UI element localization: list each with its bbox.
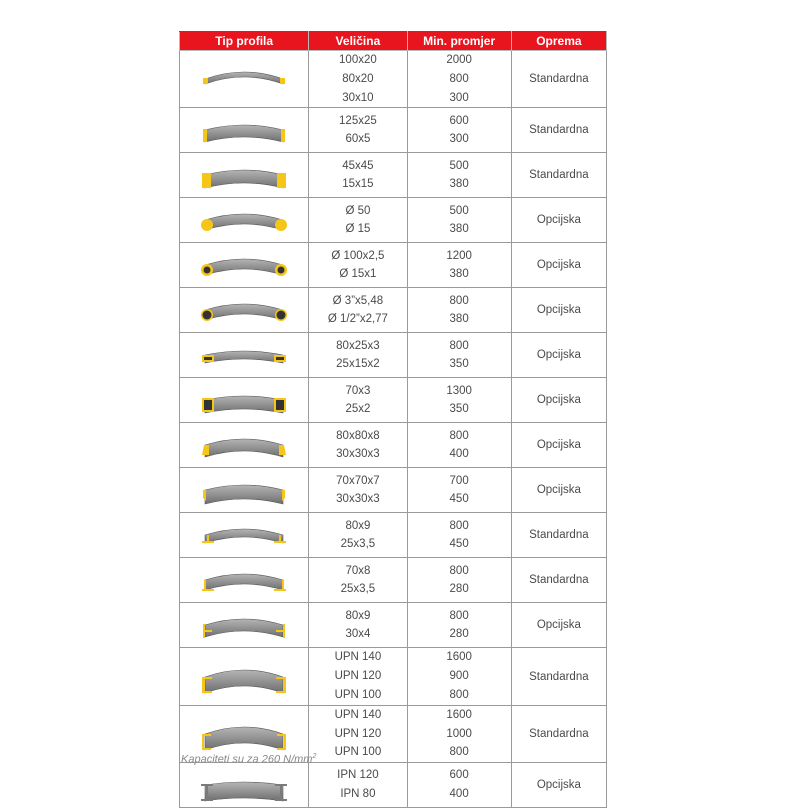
footnote-text: Kapaciteti su za 260 N/mm xyxy=(181,753,313,766)
equipment-cell: Standardna xyxy=(511,108,606,153)
size-value: 25x2 xyxy=(345,403,371,416)
size-value: 70x70x7 xyxy=(336,474,380,487)
equipment-cell: Opcijska xyxy=(511,378,606,423)
round-tube-icon xyxy=(199,243,289,287)
size-cell xyxy=(309,513,407,558)
size-value: 80x9 xyxy=(345,609,371,622)
flat-bar-wide-icon xyxy=(199,57,289,101)
equipment-cell: Opcijska xyxy=(511,423,606,468)
equipment-cell: Standardna xyxy=(511,153,606,198)
equipment-cell: Opcijska xyxy=(511,243,606,288)
min-diameter-value: 280 xyxy=(449,628,469,641)
min-diameter-value: 600 xyxy=(449,769,469,782)
profile-cell xyxy=(180,558,309,603)
bending-capacity-table xyxy=(179,31,607,808)
table-row xyxy=(180,378,607,423)
footnote-superscript: 2 xyxy=(312,753,317,760)
tee-in-icon xyxy=(199,558,289,602)
equipment-cell: Standardna xyxy=(511,705,606,762)
header-size: Veličina xyxy=(309,32,407,51)
equipment-cell: Opcijska xyxy=(511,763,606,808)
channel-in-icon xyxy=(199,712,289,756)
min-diameter-value: 1600 xyxy=(446,708,472,721)
size-value: 70x3 xyxy=(345,384,371,397)
size-value: 70x8 xyxy=(345,564,371,577)
table-row xyxy=(180,468,607,513)
table-row xyxy=(180,333,607,378)
table-row xyxy=(180,153,607,198)
profile-cell xyxy=(180,423,309,468)
profile-cell xyxy=(180,513,309,558)
capacity-footnote xyxy=(181,753,316,766)
size-value: 30x30x3 xyxy=(336,448,380,461)
flat-bar-icon xyxy=(199,108,289,152)
size-value: Ø 15 xyxy=(345,223,371,236)
channel-out-icon xyxy=(199,655,289,699)
min-diameter-value: 800 xyxy=(449,564,469,577)
size-cell xyxy=(309,423,407,468)
header-profile-type: Tip profila xyxy=(180,32,309,51)
min-diameter-value: 450 xyxy=(449,538,469,551)
round-bar-icon xyxy=(199,198,289,242)
min-diameter-value: 380 xyxy=(449,223,469,236)
table-row xyxy=(180,108,607,153)
size-value: 30x4 xyxy=(345,628,371,641)
table-header-row xyxy=(180,32,607,51)
min-diameter-value: 2000 xyxy=(446,54,472,66)
equipment-cell: Opcijska xyxy=(511,603,606,648)
size-value: 25x3,5 xyxy=(340,538,376,551)
profile-cell xyxy=(180,198,309,243)
min-diameter-cell xyxy=(407,423,511,468)
table-row xyxy=(180,603,607,648)
size-value: IPN 120 xyxy=(337,769,379,782)
min-diameter-cell xyxy=(407,51,511,108)
min-diameter-value: 450 xyxy=(449,493,469,506)
min-diameter-value: 500 xyxy=(449,204,469,217)
equipment-cell: Standardna xyxy=(511,558,606,603)
size-cell xyxy=(309,763,407,808)
profile-cell xyxy=(180,51,309,108)
size-value: 80x9 xyxy=(345,519,371,532)
size-value: 125x25 xyxy=(339,114,377,127)
profile-cell xyxy=(180,288,309,333)
size-cell xyxy=(309,243,407,288)
profile-cell xyxy=(180,333,309,378)
i-beam-icon xyxy=(199,763,289,807)
min-diameter-value: 300 xyxy=(449,91,469,104)
size-value: Ø 50 xyxy=(345,204,371,217)
equipment-cell: Opcijska xyxy=(511,468,606,513)
table-row xyxy=(180,51,607,108)
min-diameter-cell xyxy=(407,333,511,378)
equipment-cell: Opcijska xyxy=(511,288,606,333)
min-diameter-cell xyxy=(407,468,511,513)
min-diameter-cell xyxy=(407,603,511,648)
size-cell xyxy=(309,153,407,198)
size-value: Ø 15x1 xyxy=(339,268,377,281)
equipment-cell: Standardna xyxy=(511,51,606,108)
tee-out-icon xyxy=(199,513,289,557)
size-value: UPN 120 xyxy=(334,727,382,740)
min-diameter-cell xyxy=(407,763,511,808)
min-diameter-value: 600 xyxy=(449,114,469,127)
min-diameter-value: 380 xyxy=(449,268,469,281)
min-diameter-value: 1300 xyxy=(446,384,472,397)
size-value: 100x20 xyxy=(339,54,377,66)
table-row xyxy=(180,513,607,558)
min-diameter-cell xyxy=(407,705,511,762)
size-value: UPN 140 xyxy=(334,651,382,664)
size-value: Ø 100x2,5 xyxy=(331,249,385,262)
min-diameter-value: 800 xyxy=(449,72,469,85)
size-value: UPN 100 xyxy=(334,746,382,759)
profile-cell xyxy=(180,603,309,648)
min-diameter-cell xyxy=(407,648,511,705)
size-cell xyxy=(309,51,407,108)
size-cell xyxy=(309,558,407,603)
size-value: 60x5 xyxy=(345,133,371,146)
equipment-cell: Standardna xyxy=(511,513,606,558)
equipment-cell: Opcijska xyxy=(511,333,606,378)
min-diameter-value: 400 xyxy=(449,788,469,801)
table-row xyxy=(180,558,607,603)
header-equipment: Oprema xyxy=(511,32,606,51)
min-diameter-value: 500 xyxy=(449,159,469,172)
min-diameter-value: 1000 xyxy=(446,727,472,740)
size-value: 15x15 xyxy=(342,178,374,191)
min-diameter-cell xyxy=(407,198,511,243)
min-diameter-value: 800 xyxy=(449,294,469,307)
size-value: Ø 1/2”x2,77 xyxy=(327,313,388,326)
tee-side-icon xyxy=(199,603,289,647)
size-cell xyxy=(309,378,407,423)
size-cell xyxy=(309,705,407,762)
size-cell xyxy=(309,468,407,513)
min-diameter-value: 800 xyxy=(449,339,469,352)
size-value: UPN 140 xyxy=(334,708,382,721)
table-row xyxy=(180,763,607,808)
min-diameter-value: 380 xyxy=(449,178,469,191)
size-value: Ø 3”x5,48 xyxy=(332,294,384,307)
min-diameter-value: 800 xyxy=(449,746,469,759)
table-row xyxy=(180,243,607,288)
table-row xyxy=(180,288,607,333)
min-diameter-cell xyxy=(407,558,511,603)
min-diameter-value: 800 xyxy=(449,609,469,622)
size-value: UPN 120 xyxy=(334,670,382,683)
min-diameter-value: 700 xyxy=(449,474,469,487)
pipe-icon xyxy=(199,288,289,332)
angle-in-icon xyxy=(199,468,289,512)
min-diameter-value: 1600 xyxy=(446,651,472,664)
min-diameter-value: 800 xyxy=(449,429,469,442)
size-value: 80x25x3 xyxy=(336,339,380,352)
size-cell xyxy=(309,333,407,378)
angle-out-icon xyxy=(199,423,289,467)
profile-cell xyxy=(180,763,309,808)
size-cell xyxy=(309,648,407,705)
min-diameter-value: 800 xyxy=(449,519,469,532)
size-value: 30x10 xyxy=(342,91,374,104)
size-value: IPN 80 xyxy=(340,788,376,801)
min-diameter-cell xyxy=(407,378,511,423)
size-value: 80x80x8 xyxy=(336,429,380,442)
min-diameter-value: 900 xyxy=(449,670,469,683)
min-diameter-cell xyxy=(407,243,511,288)
square-tube-icon xyxy=(199,378,289,422)
min-diameter-value: 350 xyxy=(449,403,469,416)
min-diameter-cell xyxy=(407,513,511,558)
header-min-diameter: Min. promjer xyxy=(407,32,511,51)
size-value: 45x45 xyxy=(342,159,374,172)
min-diameter-value: 280 xyxy=(449,583,469,596)
size-value: 25x15x2 xyxy=(336,358,380,371)
equipment-cell: Standardna xyxy=(511,648,606,705)
min-diameter-value: 350 xyxy=(449,358,469,371)
profile-cell xyxy=(180,468,309,513)
profile-cell xyxy=(180,153,309,198)
size-value: 30x30x3 xyxy=(336,493,380,506)
profile-cell xyxy=(180,648,309,705)
profile-cell xyxy=(180,243,309,288)
min-diameter-cell xyxy=(407,288,511,333)
profile-cell xyxy=(180,108,309,153)
table-row xyxy=(180,648,607,705)
min-diameter-value: 800 xyxy=(449,688,469,701)
size-value: 25x3,5 xyxy=(340,583,376,596)
min-diameter-value: 380 xyxy=(449,313,469,326)
profile-cell xyxy=(180,378,309,423)
min-diameter-value: 300 xyxy=(449,133,469,146)
size-cell xyxy=(309,288,407,333)
table-body xyxy=(180,51,607,808)
min-diameter-value: 1200 xyxy=(446,249,472,262)
equipment-cell: Opcijska xyxy=(511,198,606,243)
table-row xyxy=(180,423,607,468)
table-row xyxy=(180,198,607,243)
min-diameter-cell xyxy=(407,153,511,198)
min-diameter-value: 400 xyxy=(449,448,469,461)
size-cell xyxy=(309,108,407,153)
min-diameter-cell xyxy=(407,108,511,153)
size-value: 80x20 xyxy=(342,72,374,85)
size-value: UPN 100 xyxy=(334,688,382,701)
rect-tube-icon xyxy=(199,333,289,377)
size-cell xyxy=(309,603,407,648)
size-cell xyxy=(309,198,407,243)
square-bar-icon xyxy=(199,153,289,197)
